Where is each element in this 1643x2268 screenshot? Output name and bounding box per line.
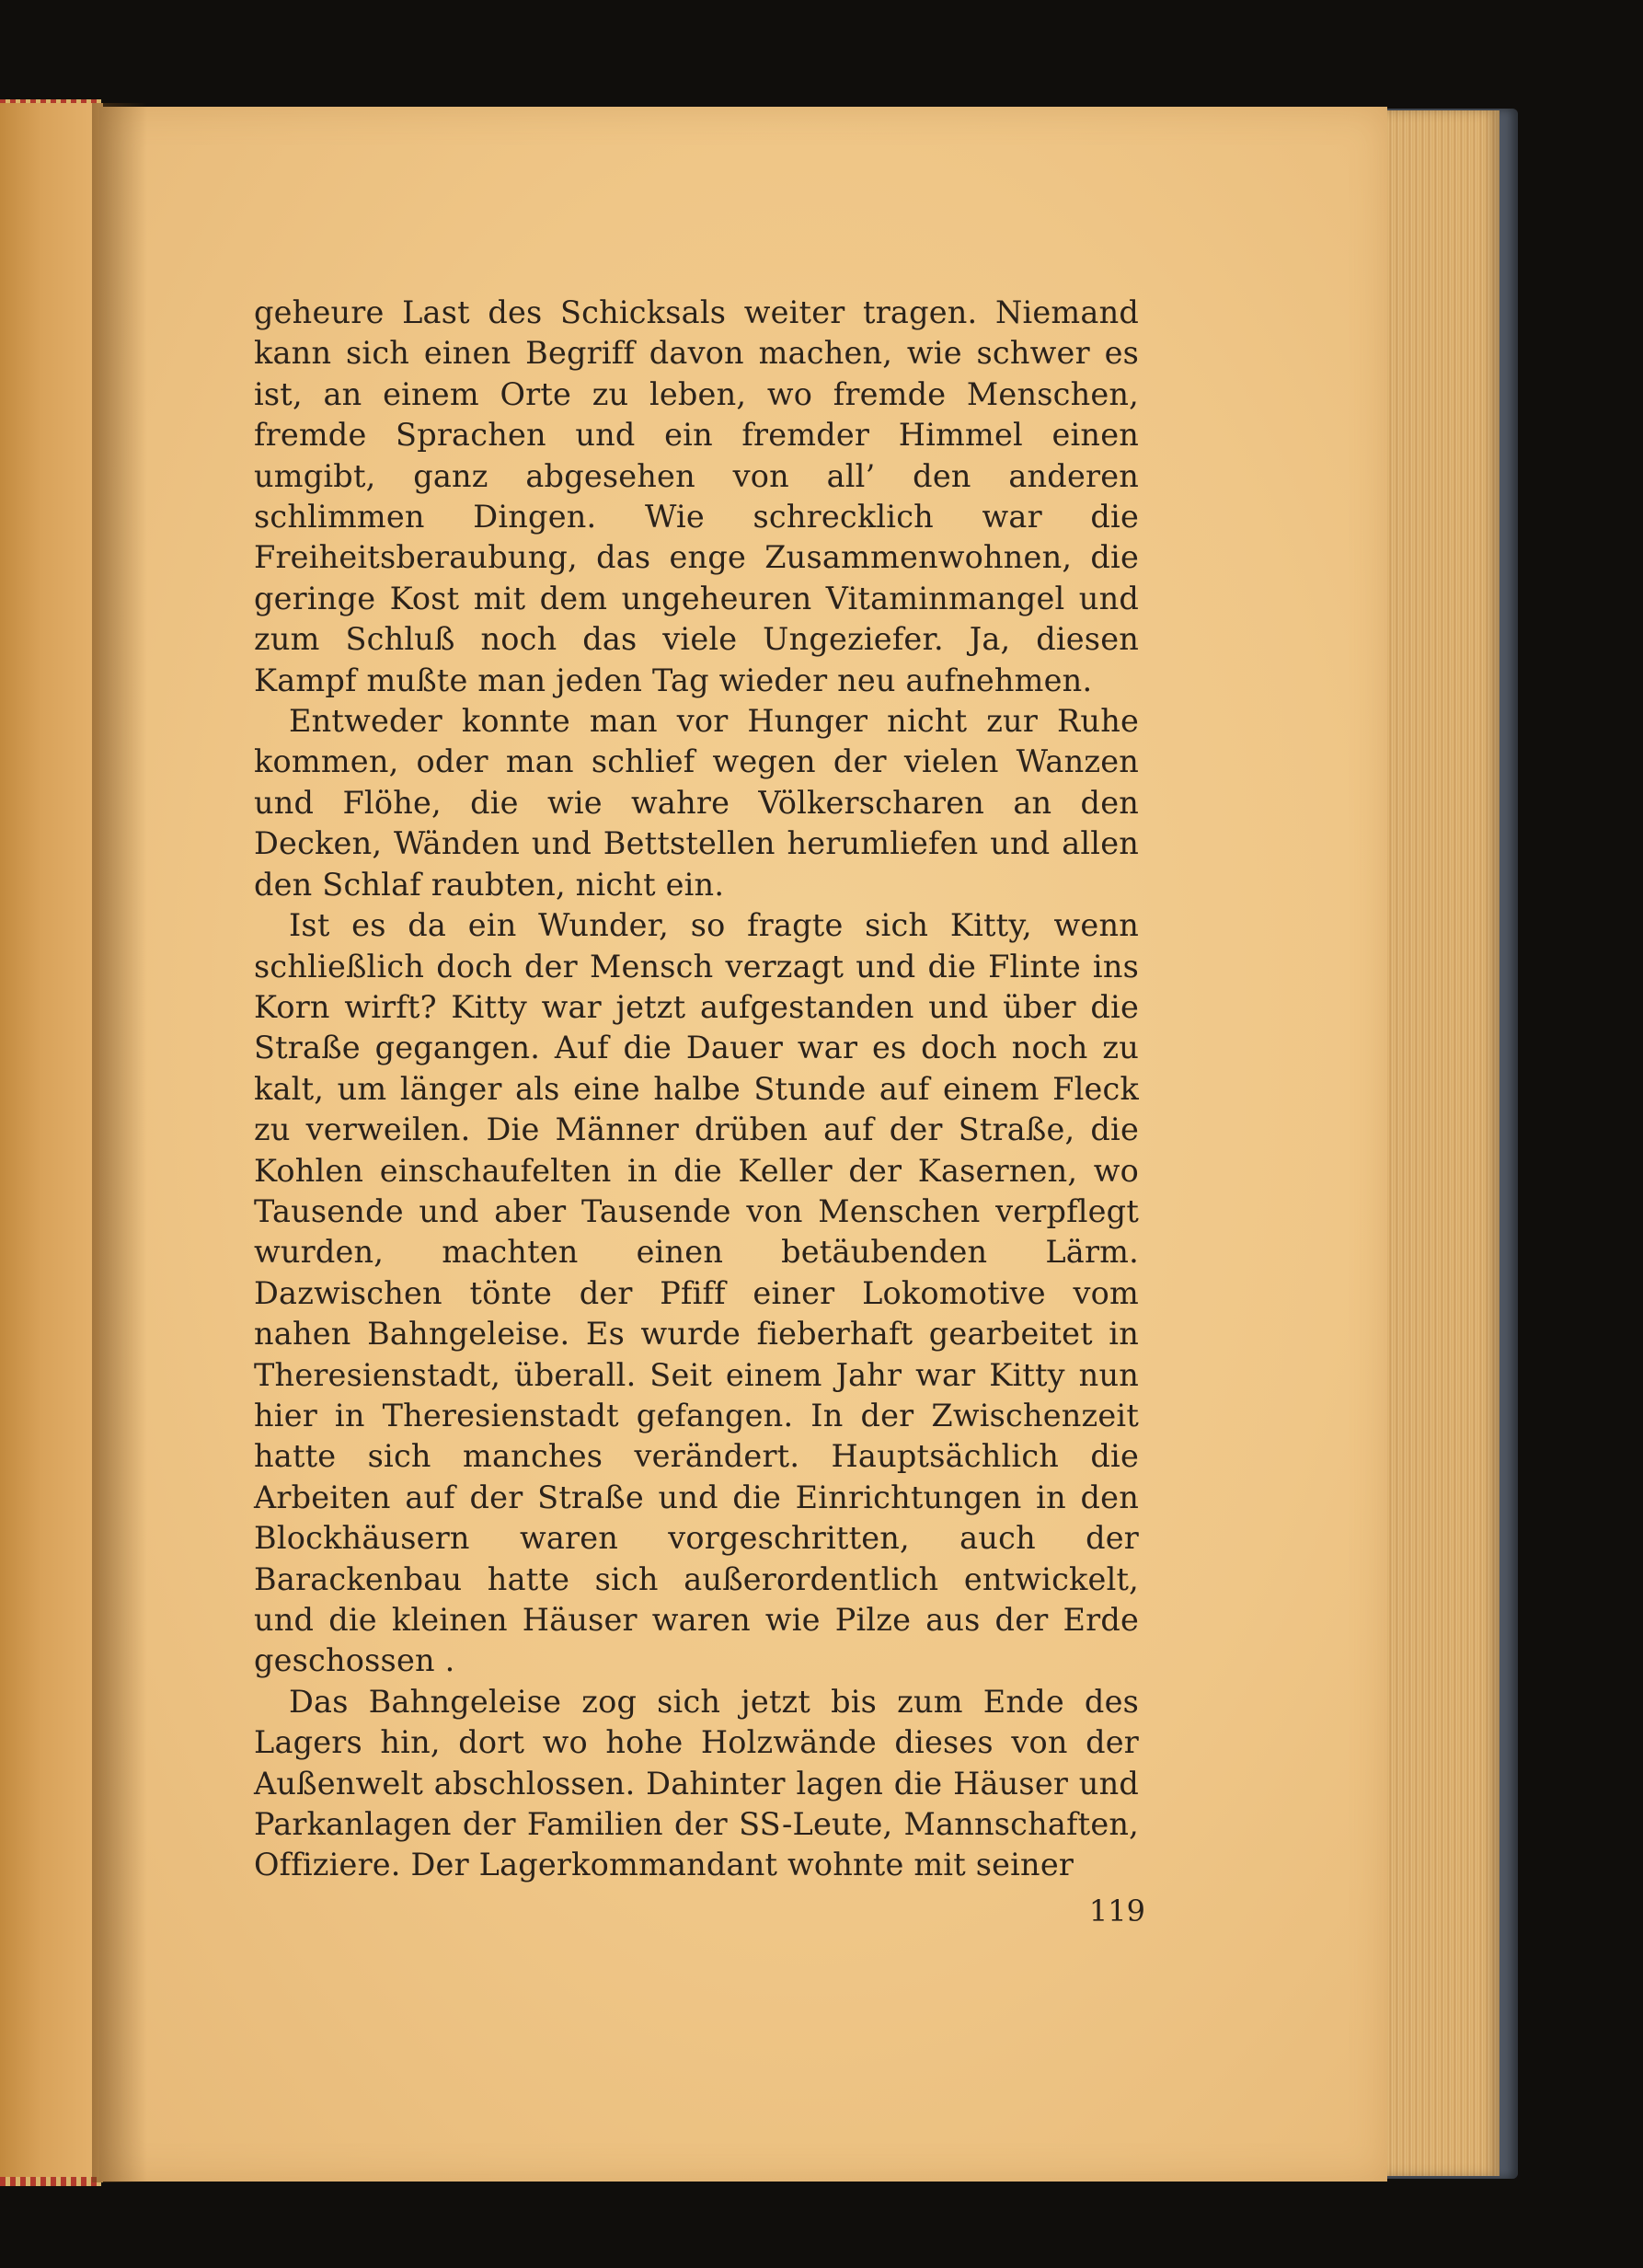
- left-page-edge-bottom: [0, 2177, 101, 2186]
- paragraph: Entweder konnte man vor Hunger nicht zur Ruhe kommen, oder man schlief wegen der vielen Wanzen und Flöhe, die wie wahre Völkerscharen an den Decken, Wänden und Bettstellen herumliefen und allen den Schlaf raubten, nicht ein.: [254, 703, 1139, 903]
- paragraph: Das Bahngeleise zog sich jetzt bis zum Ende des Lagers hin, dort wo hohe Holzwände dieses von der Außenwelt abschlossen. Dahinter lagen die Häuser und Parkanlagen der Familien der SS-Leute, Mannschaften, Offiziere. Der Lagerkommandant wohnte mit seiner: [254, 1683, 1139, 1883]
- page-stack-edge: [1380, 110, 1499, 2176]
- page-number: 119: [1088, 1894, 1145, 1928]
- paragraph: geheure Last des Schicksals weiter tragen. Niemand kann sich einen Begriff davon machen, wie schwer es ist, an einem Orte zu leben, wo fremde Menschen, fremde Sprachen und ein fremder Himmel einen umgibt, ganz abgesehen von all’ den anderen schlimmen Dingen. Wie schrecklich war die Freiheitsberaubung, das enge Zusammenwohnen, die geringe Kost mit dem ungeheuren Vitaminmangel und zum Schluß noch das viele Ungeziefer. Ja, diesen Kampf mußte man jeden Tag wieder neu aufnehmen.: [254, 294, 1139, 698]
- facing-page: [0, 103, 103, 2182]
- paragraph: Ist es da ein Wunder, so fragte sich Kitty, wenn schließlich doch der Mensch verzagt und die Flinte ins Korn wirft? Kitty war jetzt aufgestanden und über die Straße gegangen. Auf die Dauer war es doch noch zu kalt, um länger als eine halbe Stunde auf einem Fleck zu verweilen. Die Männer drüben auf der Straße, die Kohlen einschaufelten in die Keller der Kasernen, wo Tausende und aber Tausende von Menschen verpflegt wurden, machten einen betäubenden Lärm. Dazwischen tönte der Pfiff einer Lokomotive vom nahen Bahngeleise. Es wurde fieberhaft gearbeitet in Theresienstadt, überall. Seit einem Jahr war Kitty nun hier in Theresienstadt gefangen. In der Zwischenzeit hatte sich manches verändert. Hauptsächlich die Arbeiten auf der Straße und die Einrichtungen in den Blockhäusern waren vorgeschritten, auch der Barackenbau hatte sich außerordentlich entwickelt, und die kleinen Häuser waren wie Pilze aus der Erde geschossen .: [254, 907, 1139, 1679]
- body-text: [254, 293, 1139, 1886]
- gutter-shadow: [92, 103, 147, 2182]
